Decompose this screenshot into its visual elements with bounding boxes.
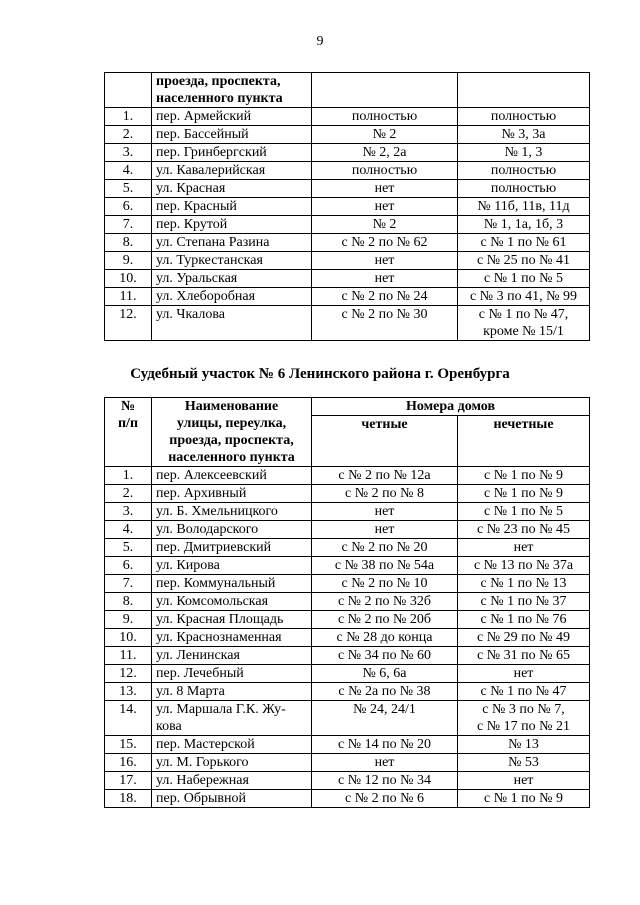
even-numbers: с № 28 до конца [312,629,458,647]
table-row [105,234,590,252]
table-row [105,683,590,701]
street-name: ул. Уральская [152,270,312,288]
street-name: ул. Б. Хмельницкого [152,503,312,521]
table-row [105,772,590,790]
table-header-row [105,398,590,416]
row-number: 3. [105,503,152,521]
table-row [105,270,590,288]
street-name: пер. Коммунальный [152,575,312,593]
even-numbers: № 2 [312,216,458,234]
street-name: ул. Кирова [152,557,312,575]
street-name: ул. Набережная [152,772,312,790]
table-row [105,557,590,575]
odd-numbers: нет [458,665,590,683]
odd-numbers: нет [458,772,590,790]
odd-numbers: полностью [458,108,590,126]
table-row [105,485,590,503]
table-row [105,288,590,306]
table-row [105,701,590,736]
table-row [105,306,590,341]
table-row [105,162,590,180]
even-numbers: полностью [312,108,458,126]
odd-numbers: с № 1 по № 61 [458,234,590,252]
street-name: пер. Дмитриевский [152,539,312,557]
row-number: 18. [105,790,152,808]
even-numbers: с № 2 по № 62 [312,234,458,252]
table-row [105,593,590,611]
odd-numbers: с № 25 по № 41 [458,252,590,270]
row-number: 14. [105,701,152,736]
street-name: ул. Краснознаменная [152,629,312,647]
row-number: 4. [105,521,152,539]
row-number: 10. [105,270,152,288]
odd-numbers: с № 29 по № 49 [458,629,590,647]
odd-numbers: № 1, 1а, 1б, 3 [458,216,590,234]
row-number: 1. [105,108,152,126]
even-numbers: с № 2 по № 20 [312,539,458,557]
row-number: 12. [105,306,152,341]
row-number: 9. [105,611,152,629]
street-name: пер. Архивный [152,485,312,503]
even-numbers: с № 2 по № 32б [312,593,458,611]
even-numbers: № 2 [312,126,458,144]
even-numbers: с № 2 по № 24 [312,288,458,306]
even-numbers: с № 2 по № 8 [312,485,458,503]
streets-table-continued [104,72,590,341]
street-name: пер. Мастерской [152,736,312,754]
table-row [105,108,590,126]
even-numbers: нет [312,270,458,288]
table-row [105,521,590,539]
table-row [105,467,590,485]
odd-numbers: с № 1 по № 9 [458,790,590,808]
even-numbers: с № 2 по № 6 [312,790,458,808]
row-number: 3. [105,144,152,162]
table-header-continued-row [105,73,590,108]
section-title: Судебный участок № 6 Ленинского района г. Оренбурга [130,366,510,382]
page-number: 9 [316,34,324,49]
row-number: 4. [105,162,152,180]
table-row [105,539,590,557]
even-numbers: № 6, 6а [312,665,458,683]
street-name: ул. Комсомольская [152,593,312,611]
table-row [105,647,590,665]
odd-numbers: полностью [458,180,590,198]
row-number: 8. [105,593,152,611]
odd-numbers: № 53 [458,754,590,772]
header-street-name: Наименование улицы, переулка, проезда, проспекта, населенного пункта [152,398,312,467]
row-number: 2. [105,485,152,503]
even-numbers: с № 38 по № 54а [312,557,458,575]
even-numbers: с № 34 по № 60 [312,647,458,665]
header-odd: нечетные [458,416,590,467]
row-number: 9. [105,252,152,270]
table-row [105,198,590,216]
street-name: пер. Крутой [152,216,312,234]
even-numbers: с № 2 по № 12а [312,467,458,485]
row-number: 7. [105,216,152,234]
even-numbers: с № 14 по № 20 [312,736,458,754]
street-name: пер. Обрывной [152,790,312,808]
odd-numbers: с № 1 по № 76 [458,611,590,629]
street-name: ул. Чкалова [152,306,312,341]
street-name: пер. Армейский [152,108,312,126]
odd-numbers: полностью [458,162,590,180]
odd-numbers: № 1, 3 [458,144,590,162]
table-row [105,575,590,593]
odd-numbers: с № 1 по № 5 [458,270,590,288]
court-district-6-streets-table [104,397,590,808]
even-numbers: нет [312,198,458,216]
street-name: ул. Туркестанская [152,252,312,270]
even-numbers: № 2, 2а [312,144,458,162]
odd-numbers: № 11б, 11в, 11д [458,198,590,216]
header-odd-cell [458,73,590,108]
street-name: ул. Красная Площадь [152,611,312,629]
header-even-cell [312,73,458,108]
table-row [105,665,590,683]
row-number: 6. [105,557,152,575]
row-number: 5. [105,539,152,557]
even-numbers: с № 12 по № 34 [312,772,458,790]
odd-numbers: нет [458,539,590,557]
street-name: ул. Володарского [152,521,312,539]
table-row [105,754,590,772]
even-numbers: с № 2 по № 20б [312,611,458,629]
even-numbers: с № 2 по № 30 [312,306,458,341]
even-numbers: нет [312,521,458,539]
header-number: № п/п [105,398,152,467]
street-name: ул. Маршала Г.К. Жу- кова [152,701,312,736]
row-number: 15. [105,736,152,754]
street-name: ул. Хлеборобная [152,288,312,306]
odd-numbers: с № 13 по № 37а [458,557,590,575]
row-number: 17. [105,772,152,790]
street-name: пер. Гринбергский [152,144,312,162]
even-numbers: нет [312,503,458,521]
row-number: 11. [105,647,152,665]
odd-numbers: с № 3 по № 7, с № 17 по № 21 [458,701,590,736]
street-name: ул. Красная [152,180,312,198]
even-numbers: нет [312,180,458,198]
odd-numbers: № 13 [458,736,590,754]
street-name: пер. Бассейный [152,126,312,144]
table-row [105,790,590,808]
even-numbers: полностью [312,162,458,180]
row-number: 10. [105,629,152,647]
row-number: 12. [105,665,152,683]
odd-numbers: с № 1 по № 9 [458,485,590,503]
street-name: ул. Степана Разина [152,234,312,252]
row-number: 5. [105,180,152,198]
even-numbers: нет [312,754,458,772]
street-name: ул. М. Горького [152,754,312,772]
odd-numbers: с № 1 по № 47 [458,683,590,701]
table-row [105,216,590,234]
header-house-numbers: Номера домов [312,398,590,416]
header-number-cell [105,73,152,108]
odd-numbers: с № 3 по 41, № 99 [458,288,590,306]
row-number: 6. [105,198,152,216]
row-number: 11. [105,288,152,306]
odd-numbers: с № 31 по № 65 [458,647,590,665]
table-row [105,180,590,198]
header-street-name-cont: проезда, проспекта, населенного пункта [152,73,312,108]
table-row [105,736,590,754]
even-numbers: нет [312,252,458,270]
even-numbers: с № 2а по № 38 [312,683,458,701]
row-number: 16. [105,754,152,772]
table-row [105,252,590,270]
odd-numbers: с № 1 по № 5 [458,503,590,521]
row-number: 2. [105,126,152,144]
even-numbers: с № 2 по № 10 [312,575,458,593]
street-name: пер. Красный [152,198,312,216]
street-name: пер. Алексеевский [152,467,312,485]
even-numbers: № 24, 24/1 [312,701,458,736]
table-row [105,126,590,144]
row-number: 1. [105,467,152,485]
row-number: 8. [105,234,152,252]
header-even: четные [312,416,458,467]
odd-numbers: с № 1 по № 9 [458,467,590,485]
odd-numbers: с № 1 по № 47, кроме № 15/1 [458,306,590,341]
table-row [105,503,590,521]
street-name: ул. Ленинская [152,647,312,665]
table-row [105,629,590,647]
odd-numbers: № 3, 3а [458,126,590,144]
row-number: 7. [105,575,152,593]
street-name: ул. 8 Марта [152,683,312,701]
table-row [105,611,590,629]
odd-numbers: с № 1 по № 13 [458,575,590,593]
row-number: 13. [105,683,152,701]
odd-numbers: с № 1 по № 37 [458,593,590,611]
street-name: пер. Лечебный [152,665,312,683]
table-row [105,144,590,162]
odd-numbers: с № 23 по № 45 [458,521,590,539]
street-name: ул. Кавалерийская [152,162,312,180]
